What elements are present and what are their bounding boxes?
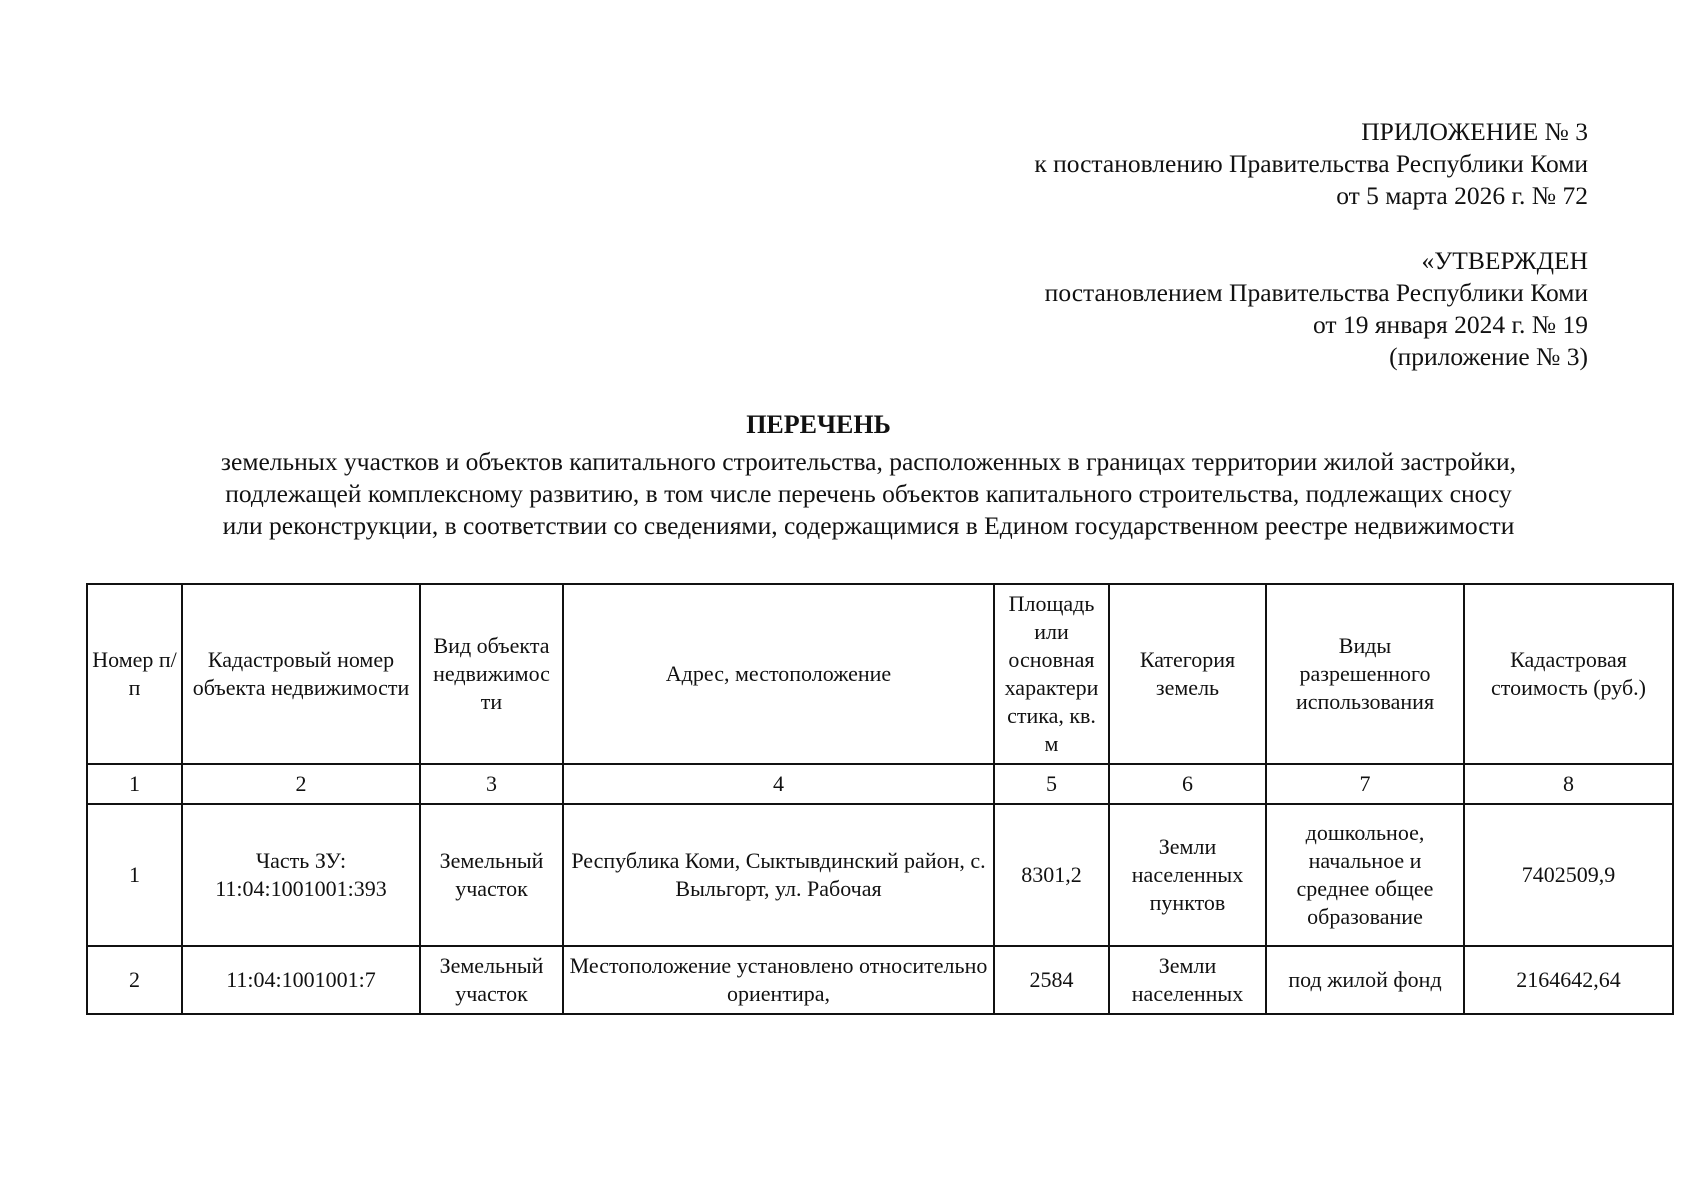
header-cadastral-cost: Кадастровая стоимость (руб.) (1464, 584, 1673, 764)
cell-area: 8301,2 (994, 804, 1109, 946)
cell-land-category: Земли населенных пунктов (1109, 804, 1266, 946)
column-number: 3 (420, 764, 563, 804)
cell-permitted-use: дошкольное, начальное и среднее общее образование (1266, 804, 1464, 946)
appendix-date: от 5 марта 2026 г. № 72 (1336, 181, 1588, 210)
header-object-type: Вид объекта недвижимос ти (420, 584, 563, 764)
header-cadastral-number: Кадастровый номер объекта недвижимости (182, 584, 420, 764)
column-number: 2 (182, 764, 420, 804)
cell-address: Местоположение установлено относительно ориентира, (563, 946, 994, 1014)
appendix-header (1034, 116, 1588, 212)
header-address: Адрес, местоположение (563, 584, 994, 764)
approval-reference: постановлением Правительства Республики Коми (1044, 278, 1588, 307)
cell-address: Республика Коми, Сыктывдинский район, с. Выльгорт, ул. Рабочая (563, 804, 994, 946)
document-subtitle (140, 446, 1597, 542)
header-permitted-use: Виды разрешенного использования (1266, 584, 1464, 764)
approval-title: «УТВЕРЖДЕН (1421, 246, 1588, 275)
cell-number: 1 (87, 804, 182, 946)
column-number: 1 (87, 764, 182, 804)
header-land-category: Категория земель (1109, 584, 1266, 764)
cell-cadastral-number: 11:04:1001001:7 (182, 946, 420, 1014)
table-row (87, 804, 1673, 946)
header-area: Площадь или основная характери стика, кв. м (994, 584, 1109, 764)
column-number: 6 (1109, 764, 1266, 804)
header-number: Номер п/п (87, 584, 182, 764)
subtitle-line: или реконструкции, в соответствии со сведениями, содержащимися в Едином государственном реестре недвижимости (222, 511, 1515, 540)
appendix-reference: к постановлению Правительства Республики Коми (1034, 149, 1588, 178)
objects-table (86, 583, 1674, 1015)
document-title: ПЕРЕЧЕНЬ (746, 410, 891, 439)
approval-appendix-note: (приложение № 3) (1389, 342, 1588, 371)
approval-stamp (1045, 245, 1588, 373)
cell-permitted-use: под жилой фонд (1266, 946, 1464, 1014)
subtitle-line: земельных участков и объектов капитального строительства, расположенных в границах территории жилой застройки, (220, 447, 1517, 476)
column-number: 5 (994, 764, 1109, 804)
column-number: 8 (1464, 764, 1673, 804)
subtitle-line: подлежащей комплексному развитию, в том числе перечень объектов капитального строительства, подлежащих сносу (225, 479, 1512, 508)
cell-land-category: Земли населенных (1109, 946, 1266, 1014)
cell-number: 2 (87, 946, 182, 1014)
cell-object-type: Земельный участок (420, 804, 563, 946)
cell-cadastral-cost: 2164642,64 (1464, 946, 1673, 1014)
appendix-title: ПРИЛОЖЕНИЕ № 3 (1361, 117, 1588, 146)
column-number: 4 (563, 764, 994, 804)
column-number: 7 (1266, 764, 1464, 804)
table-row (87, 946, 1673, 1014)
approval-date: от 19 января 2024 г. № 19 (1313, 310, 1588, 339)
column-numbers-row (87, 764, 1673, 804)
cell-area: 2584 (994, 946, 1109, 1014)
cell-object-type: Земельный участок (420, 946, 563, 1014)
cell-cadastral-cost: 7402509,9 (1464, 804, 1673, 946)
table-header-row (87, 584, 1673, 764)
cell-cadastral-number: Часть ЗУ: 11:04:1001001:393 (182, 804, 420, 946)
